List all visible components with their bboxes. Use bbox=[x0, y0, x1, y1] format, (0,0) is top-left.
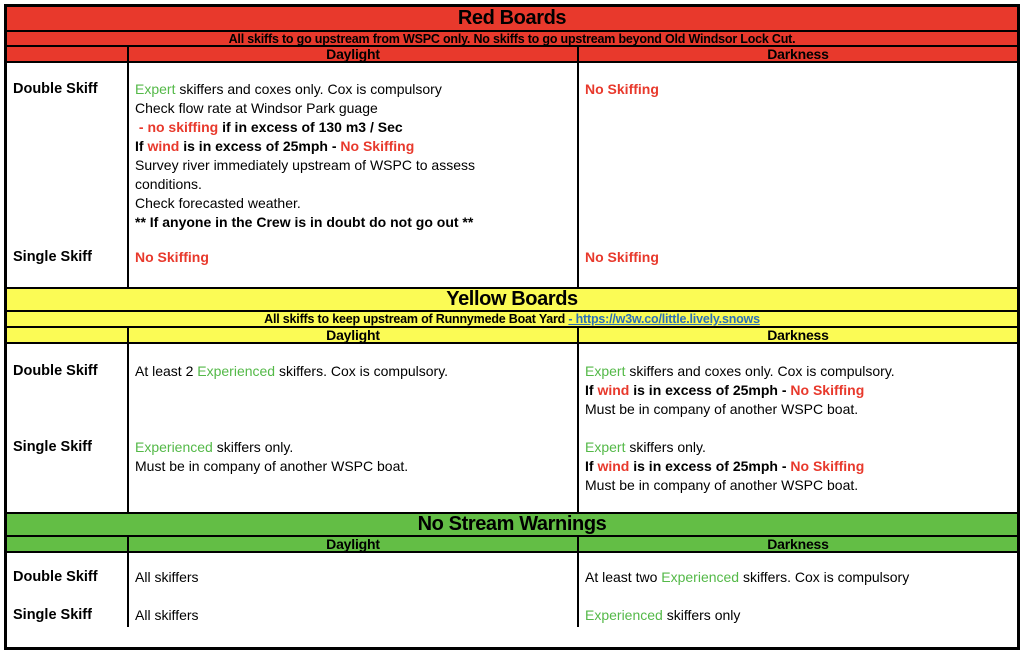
text-segment: No Skiffing bbox=[340, 138, 415, 154]
text-line bbox=[135, 457, 571, 476]
text-segment: At least two bbox=[585, 569, 662, 585]
text-segment: All skiffers bbox=[135, 607, 199, 623]
text-line bbox=[585, 381, 1011, 400]
text-line bbox=[264, 312, 760, 326]
green-single-daylight-cell bbox=[127, 598, 577, 627]
text-line bbox=[585, 400, 1011, 419]
yellow-double-darkness-cell bbox=[577, 344, 1017, 433]
text-line bbox=[135, 175, 571, 194]
text-segment: Experienced bbox=[197, 363, 276, 379]
text-segment: If bbox=[585, 458, 598, 474]
text-segment: Survey river immediately upstream of WSPC to assess bbox=[135, 157, 475, 173]
text-line bbox=[135, 213, 571, 232]
text-line bbox=[135, 438, 571, 457]
text-segment: No Skiffing bbox=[585, 81, 659, 97]
yellow-daylight-header: Daylight bbox=[127, 328, 577, 342]
text-segment: Must be in company of another WSPC boat. bbox=[135, 458, 409, 474]
text-line bbox=[585, 438, 1011, 457]
text-segment: wind bbox=[147, 138, 180, 154]
section-no-stream-warnings bbox=[7, 512, 1017, 627]
text-line bbox=[585, 457, 1011, 476]
text-segment: skiffers only. bbox=[212, 439, 294, 455]
green-body bbox=[7, 553, 1017, 627]
green-darkness-header: Darkness bbox=[577, 537, 1017, 551]
red-double-daylight-cell bbox=[127, 63, 577, 244]
red-darkness-header: Darkness bbox=[577, 47, 1017, 61]
text-segment: Expert bbox=[135, 81, 176, 97]
green-header-row bbox=[7, 537, 1017, 553]
red-single-daylight-cell bbox=[127, 244, 577, 287]
yellow-boards-subtitle bbox=[7, 312, 1017, 328]
text-segment: conditions. bbox=[135, 176, 202, 192]
text-line bbox=[585, 568, 1011, 587]
text-segment: At least 2 bbox=[135, 363, 198, 379]
red-double-skiff-label: Double Skiff bbox=[13, 81, 98, 97]
red-boards-header-row bbox=[7, 47, 1017, 63]
text-line bbox=[135, 248, 571, 267]
text-segment: If bbox=[585, 382, 598, 398]
text-segment: wind bbox=[597, 458, 630, 474]
text-segment: is in excess of 25mph - bbox=[629, 382, 791, 398]
yellow-single-skiff-label: Single Skiff bbox=[13, 439, 92, 455]
text-line bbox=[135, 137, 571, 156]
text-segment: No Skiffing bbox=[790, 382, 865, 398]
text-line bbox=[135, 99, 571, 118]
text-segment: All skiffs to keep upstream of Runnymede Boat Yard bbox=[264, 312, 569, 326]
text-segment: If bbox=[135, 138, 148, 154]
w3w-link[interactable]: - https://w3w.co/little.lively.snows bbox=[568, 312, 760, 326]
text-segment: if in excess of 130 m3 / Sec bbox=[222, 119, 403, 135]
text-segment: No Skiffing bbox=[790, 458, 865, 474]
text-segment: skiffers and coxes only. Cox is compulsory. bbox=[625, 363, 895, 379]
text-line bbox=[585, 476, 1011, 495]
text-line bbox=[135, 362, 571, 381]
green-daylight-header: Daylight bbox=[127, 537, 577, 551]
text-segment: No Skiffing bbox=[585, 249, 659, 265]
text-line bbox=[585, 80, 1011, 99]
text-line bbox=[135, 80, 571, 99]
green-single-skiff-label: Single Skiff bbox=[13, 607, 92, 623]
yellow-header-spacer bbox=[7, 328, 127, 342]
red-single-darkness-cell bbox=[577, 244, 1017, 287]
text-segment: Expert bbox=[585, 363, 626, 379]
text-segment: wind bbox=[597, 382, 630, 398]
yellow-single-daylight-cell bbox=[127, 433, 577, 512]
text-segment: Experienced bbox=[135, 439, 213, 455]
text-segment: Must be in company of another WSPC boat. bbox=[585, 401, 859, 417]
text-segment: is in excess of 25mph - bbox=[179, 138, 341, 154]
yellow-boards-body bbox=[7, 344, 1017, 512]
text-segment: Must be in company of another WSPC boat. bbox=[585, 477, 859, 493]
yellow-boards-title: Yellow Boards bbox=[7, 287, 1017, 312]
text-segment: All skiffers bbox=[135, 569, 199, 585]
text-segment: skiffers. Cox is compulsory bbox=[739, 569, 910, 585]
red-double-darkness-cell bbox=[577, 63, 1017, 244]
red-header-spacer bbox=[7, 47, 127, 61]
yellow-darkness-header: Darkness bbox=[577, 328, 1017, 342]
text-segment: Check forecasted weather. bbox=[135, 195, 301, 211]
yellow-single-darkness-cell bbox=[577, 433, 1017, 512]
green-header-spacer bbox=[7, 537, 127, 551]
text-line bbox=[585, 362, 1011, 381]
text-line bbox=[135, 194, 571, 213]
text-segment: skiffers and coxes only. Cox is compulsory bbox=[175, 81, 442, 97]
red-daylight-header: Daylight bbox=[127, 47, 577, 61]
text-segment: ** If anyone in the Crew is in doubt do not go out ** bbox=[135, 214, 474, 230]
yellow-double-daylight-cell bbox=[127, 344, 577, 433]
text-segment: Experienced bbox=[585, 607, 663, 623]
text-line bbox=[585, 248, 1011, 267]
green-double-skiff-label: Double Skiff bbox=[13, 569, 98, 585]
section-red-boards bbox=[7, 7, 1017, 287]
red-boards-title: Red Boards bbox=[7, 7, 1017, 32]
text-segment: Experienced bbox=[661, 569, 740, 585]
text-segment: skiffers only bbox=[662, 607, 741, 623]
text-line bbox=[135, 118, 571, 137]
yellow-boards-header-row bbox=[7, 328, 1017, 344]
text-segment: - no skiffing bbox=[135, 119, 223, 135]
text-segment: Check flow rate at Windsor Park guage bbox=[135, 100, 378, 116]
section-yellow-boards bbox=[7, 287, 1017, 512]
text-segment: is in excess of 25mph - bbox=[629, 458, 791, 474]
text-segment: No Skiffing bbox=[135, 249, 209, 265]
text-line bbox=[135, 606, 571, 625]
text-line bbox=[135, 568, 571, 587]
green-double-daylight-cell bbox=[127, 553, 577, 598]
green-single-darkness-cell bbox=[577, 598, 1017, 627]
red-boards-subtitle: All skiffs to go upstream from WSPC only. No skiffs to go upstream beyond Old Windsor Lock Cut. bbox=[7, 32, 1017, 47]
green-double-darkness-cell bbox=[577, 553, 1017, 598]
yellow-double-skiff-label: Double Skiff bbox=[13, 363, 98, 379]
red-boards-body bbox=[7, 63, 1017, 287]
text-line bbox=[135, 156, 571, 175]
text-line bbox=[585, 606, 1011, 625]
skiffing-conditions-table bbox=[4, 4, 1020, 650]
text-segment: Expert bbox=[585, 439, 626, 455]
red-single-skiff-label: Single Skiff bbox=[13, 249, 92, 265]
no-stream-warnings-title: No Stream Warnings bbox=[7, 512, 1017, 537]
text-segment: skiffers. Cox is compulsory. bbox=[275, 363, 449, 379]
text-segment: skiffers only. bbox=[625, 439, 706, 455]
